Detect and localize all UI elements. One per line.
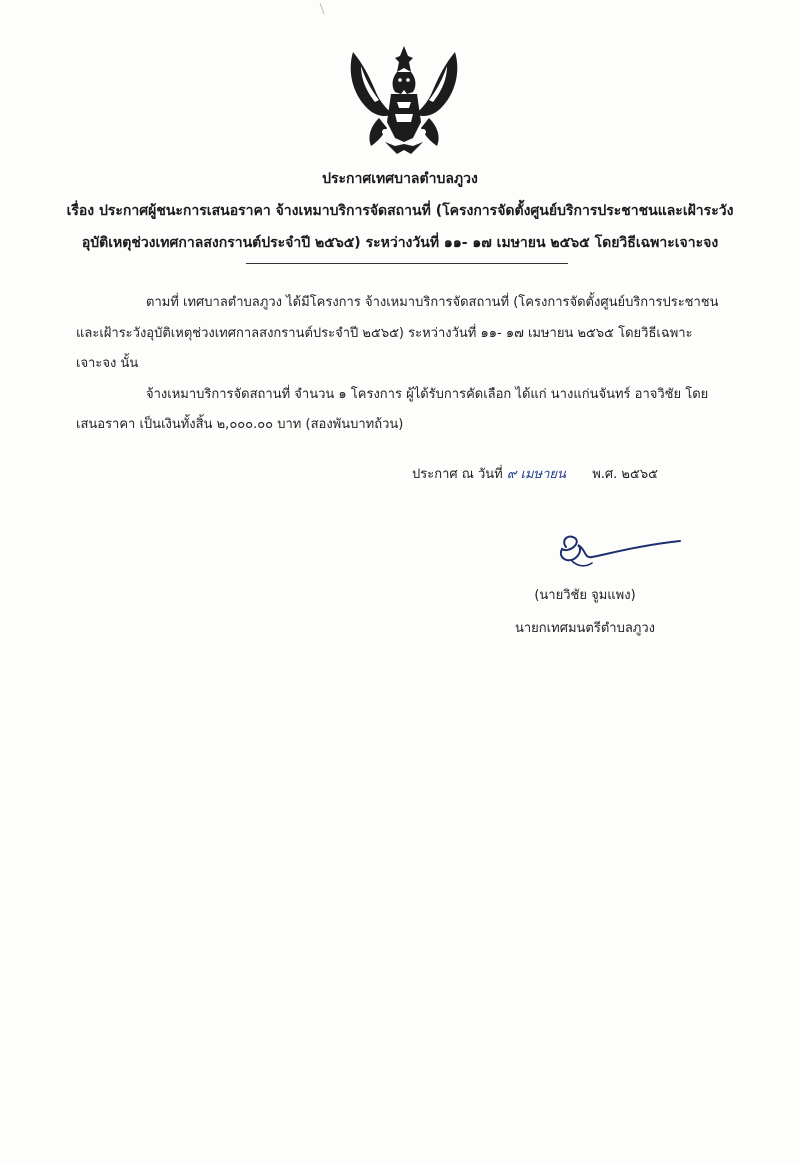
body-paragraph-1-line-1: ตามที่ เทศบาลตำบลภูวง ได้มีโครงการ จ้างเหมาบริการจัดสถานที่ (โครงการจัดตั้งศูนย์บริการประชาชน	[146, 295, 719, 310]
announcement-title: ประกาศเทศบาลตำบลภูวง	[322, 171, 478, 187]
date-day: ๙	[506, 467, 517, 482]
body-paragraph-2-line-2: เสนอราคา เป็นเงินทั้งสิ้น ๒,๐๐๐.๐๐ บาท (สองพันบาทถ้วน)	[76, 417, 404, 432]
paper-mark	[318, 2, 328, 16]
garuda-emblem-icon	[345, 42, 463, 158]
separator-rule	[246, 263, 568, 264]
body-paragraph-1-line-2: และเฝ้าระวังอุบัติเหตุช่วงเทศกาลสงกรานต์ประจำปี ๒๕๖๕) ระหว่างวันที่ ๑๑- ๑๗ เมษายน ๒๕๖๕ โดยวิธีเฉพาะ	[76, 326, 693, 341]
handwritten-signature	[552, 527, 684, 575]
signatory-name: (นายวิชัย จูมแพง)	[534, 588, 636, 603]
signatory-position: นายกเทศมนตรีตำบลภูวง	[515, 621, 655, 636]
subject-line-2: อุบัติเหตุช่วงเทศกาลสงกรานต์ประจำปี ๒๕๖๕) ระหว่างวันที่ ๑๑- ๑๗ เมษายน ๒๕๖๕ โดยวิธีเฉพาะเจาะจง	[81, 235, 719, 251]
date-suffix: พ.ศ. ๒๕๖๕	[592, 467, 658, 482]
body-paragraph-2-line-1: จ้างเหมาบริการจัดสถานที่ จำนวน ๑ โครงการ ผู้ได้รับการคัดเลือก ได้แก่ นางแก่นจันทร์ อาจวิชัย โดย	[146, 387, 709, 402]
announcement-date	[412, 463, 658, 484]
subject-line-1: เรื่อง ประกาศผู้ชนะการเสนอราคา จ้างเหมาบริการจัดสถานที่ (โครงการจัดตั้งศูนย์บริการประชาชนและเฝ้าระวัง	[66, 203, 734, 219]
date-prefix: ประกาศ ณ วันที่	[412, 467, 503, 482]
body-paragraph-1-line-3: เจาะจง นั้น	[76, 356, 139, 371]
date-month: เมษายน	[520, 467, 566, 482]
